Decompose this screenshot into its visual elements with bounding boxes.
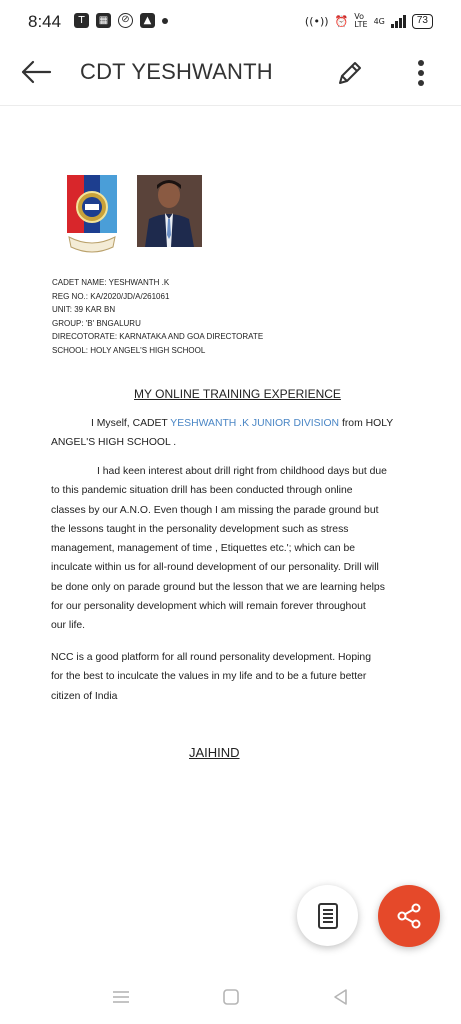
back-button[interactable]: [16, 54, 56, 90]
more-vertical-icon: [417, 59, 425, 87]
cadet-portrait-image: [137, 175, 202, 247]
document-heading: MY ONLINE TRAINING EXPERIENCE: [134, 387, 341, 401]
cadet-photo: [137, 175, 202, 247]
share-button[interactable]: [378, 885, 440, 947]
share-icon: [395, 902, 423, 930]
nav-recents-button[interactable]: [106, 986, 136, 1008]
page-title: CDT YESHWANTH: [80, 59, 273, 84]
detail-group: GROUP: 'B' BNGALURU: [52, 318, 141, 328]
pencil-icon: [335, 58, 365, 88]
body-line: management, management of time , Etiquettes etc.'; which can be: [51, 543, 356, 555]
more-options-button[interactable]: [403, 54, 439, 92]
detail-cadet-name: CADET NAME: YESHWANTH .K: [52, 278, 170, 287]
battery-icon: 73: [412, 14, 433, 29]
network-type: 4G: [373, 16, 385, 26]
ncc-line: NCC is a good platform for all round personality development. Hoping: [51, 652, 371, 663]
ncc-paragraph: [51, 648, 411, 706]
ncc-emblem-logo: [65, 175, 119, 257]
body-line: for our personality development which will remain forever throughout: [51, 601, 366, 613]
status-time: 8:44: [28, 12, 62, 31]
ncc-line: citizen of India: [51, 690, 118, 702]
teams-icon: T: [74, 13, 89, 28]
menu-lines-icon: [112, 990, 130, 1004]
nav-home-button[interactable]: [216, 986, 246, 1008]
cadet-details: [52, 276, 263, 358]
signal-icon: [391, 14, 406, 28]
system-nav-bar: [0, 976, 461, 1024]
status-right-icons: [305, 13, 433, 29]
body-line: our life.: [51, 620, 86, 632]
intro-line-1: [51, 414, 411, 433]
body-line: I had keen interest about drill right from childhood days but due: [97, 466, 387, 477]
status-left-icons: [74, 13, 168, 28]
detail-school: SCHOOL: HOLY ANGEL'S HIGH SCHOOL: [52, 345, 206, 355]
body-line: inculcate within us for all-round development of our personality. Drill will: [51, 562, 379, 574]
intro-line-2: ANGEL'S HIGH SCHOOL .: [51, 437, 177, 449]
body-paragraph: [51, 462, 411, 636]
detail-unit: UNIT: 39 KAR BN: [52, 305, 116, 315]
body-line: to this pandemic situation drill has been conducted through online: [51, 485, 353, 497]
body-line: the lessons taught in the personality development such as stress: [51, 523, 349, 535]
document-view[interactable]: [0, 107, 461, 967]
volte-icon: Vo LTE: [354, 12, 368, 29]
edit-button[interactable]: [331, 54, 369, 92]
detail-directorate: DIRECOTORATE: KARNATAKA AND GOA DIRECTORATE: [52, 332, 264, 342]
back-arrow-icon: [20, 60, 52, 84]
document-icon: [317, 902, 339, 930]
ncc-line: for the best to inculcate the values in my life and to be a future better: [51, 671, 367, 683]
status-bar: [0, 0, 461, 40]
gallery-icon: ▲: [140, 13, 155, 28]
intro-paragraph: [51, 414, 411, 453]
detail-reg-no: REG NO.: KA/2020/JD/A/261061: [52, 291, 170, 301]
notification-dot: [162, 18, 168, 24]
hotspot-icon: ((•)): [304, 14, 329, 28]
calendar-icon: ▦: [96, 13, 111, 28]
body-line: be done only on parade ground but the lesson that we are learning helps: [51, 581, 385, 593]
home-square-icon: [222, 988, 240, 1006]
reading-view-button[interactable]: [297, 885, 358, 946]
nav-back-button[interactable]: [325, 986, 355, 1008]
body-line: classes by our A.N.O. Even though I am missing the parade ground but: [51, 504, 379, 516]
intro-suffix: from HOLY: [339, 418, 394, 429]
app-bar: [0, 40, 461, 106]
back-triangle-icon: [332, 988, 348, 1006]
alarm-icon: ⏰: [334, 14, 349, 28]
intro-prefix: I Myself, CADET: [91, 418, 171, 429]
intro-highlight: YESHWANTH .K JUNIOR DIVISION: [170, 418, 340, 429]
closing-text: JAIHIND: [189, 745, 240, 760]
vpn-icon: ⊘: [118, 13, 133, 28]
